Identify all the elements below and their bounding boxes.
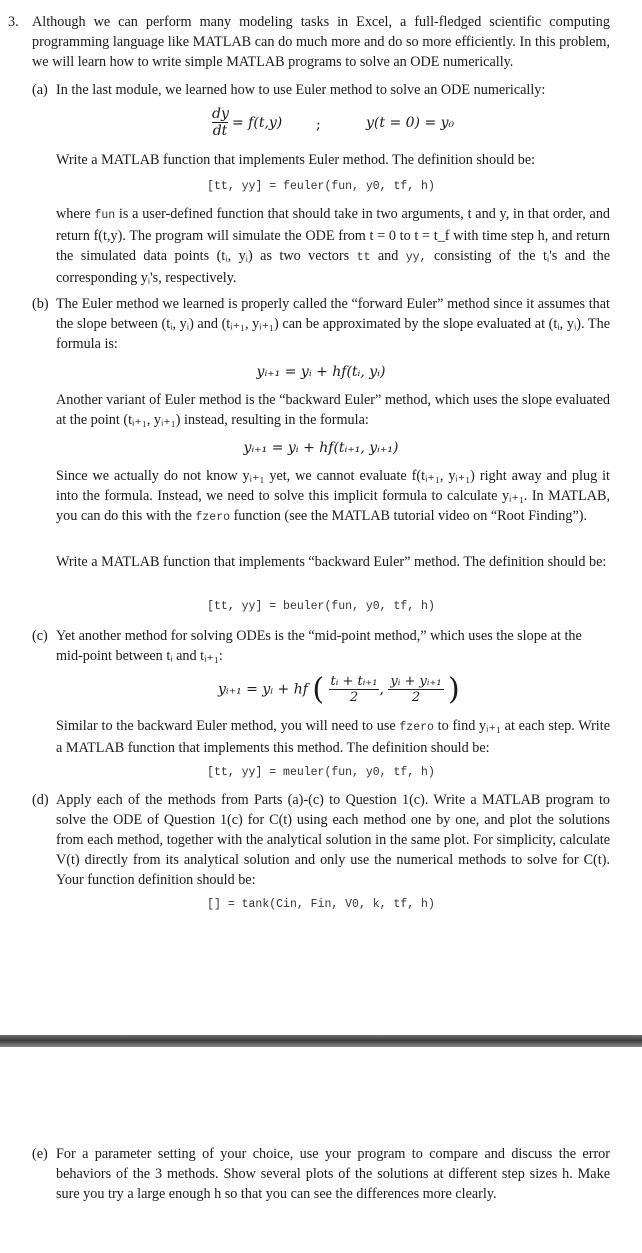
part-e-label: (e) [32, 1146, 48, 1162]
part-b-text4: Write a MATLAB function that implements “backward Euler” method. The definition should be: [56, 554, 607, 570]
desc-where: where [56, 206, 91, 222]
midpoint-frac-y [388, 674, 443, 705]
part-b-text3 [56, 466, 610, 528]
part-c-label: (c) [32, 628, 48, 644]
part-d-label: (d) [32, 792, 49, 808]
part-a-label: (a) [32, 82, 48, 98]
desc-yy-code: yy, [405, 251, 427, 264]
eq-dt: dt [212, 123, 228, 139]
part-b-text2: Another variant of Euler method is the “backward Euler” method, which uses the slope evaluated at the point (tᵢ₊₁, yᵢ₊₁) instead, resulting in the formula: [56, 392, 610, 428]
part-b-label: (b) [32, 296, 49, 312]
eq-initial-condition: y(t = 0) = y₀ [366, 115, 455, 131]
desc-body: is a user-defined function that should take in two arguments, t and y, in that order, and return f(t,y). The program will simulate the ODE from t = 0 to t = t_f with time step h, and return the simulated data points (tᵢ, yᵢ) as two vectors [56, 206, 611, 264]
midpoint-frac-t [329, 674, 380, 705]
midpoint-y-den: 2 [411, 690, 421, 705]
part-a-description [56, 204, 610, 288]
part-c-text2a: Similar to the backward Euler method, you will need to use [56, 718, 396, 734]
part-b-text3b: function (see the MATLAB tutorial video on “Root Finding”). [233, 508, 588, 524]
eq-sep: ; [316, 117, 321, 133]
part-b-formula-backward: yᵢ₊₁ = yᵢ + hf(tᵢ₊₁, yᵢ₊₁) [243, 440, 399, 456]
part-a-intro: In the last module, we learned how to use Euler method to solve an ODE numerically: [56, 82, 546, 98]
page-divider [0, 1035, 642, 1047]
part-b-code: [tt, yy] = beuler(fun, y0, tf, h) [207, 600, 435, 613]
part-c-text2b: to find yᵢ₊₁ at each step. Write a MATLAB function that implements this method. The definition should be: [56, 718, 610, 756]
part-c-formula-midpoint: yᵢ₊₁ = yᵢ + hf ( $\frac{\text{tᵢ + tᵢ₊₁}}{2}$ , $\frac{\text{yᵢ + yᵢ₊₁}}{2}$ ) [218, 672, 460, 707]
midpoint-t-num: tᵢ + tᵢ₊₁ [330, 674, 378, 689]
desc-and: and [377, 248, 399, 264]
midpoint-lhs: yᵢ₊₁ = yᵢ + hf [218, 681, 308, 698]
part-a-task: Write a MATLAB function that implements Euler method. The definition should be: [56, 152, 536, 168]
part-d-code: [] = tank(Cin, Fin, V0, k, tf, h) [207, 898, 435, 911]
eq-dy: dy [212, 106, 229, 122]
part-c-code: [tt, yy] = meuler(fun, y0, tf, h) [207, 766, 435, 779]
part-e-text: For a parameter setting of your choice, use your program to compare and discuss the error behaviors of the 3 methods. Show several plots of the solutions at different step sizes h. Make sure you try a large enough h so that you can see the differences more clearly. [56, 1146, 610, 1202]
part-b-text3a: Since we actually do not know yᵢ₊₁ yet, we cannot evaluate f(tᵢ₊₁, yᵢ₊₁) right away and plug it into the formula. Instead, we need to solve this implicit formula to calculate yᵢ₊₁. In MATLAB, you can do this with the [56, 468, 610, 524]
question-intro: Although we can perform many modeling tasks in Excel, a full-fledged scientific computing programming language like MATLAB can do much more and do so more efficiently. In this problem, we will learn how to write simple MATLAB programs to solve an ODE numerically. [32, 14, 610, 70]
desc-tail: consisting of the tᵢ's and the corresponding yᵢ's, respectively. [56, 248, 611, 286]
part-c-text1: Yet another method for solving ODEs is the “mid-point method,” which uses the slope at the mid-point between tᵢ and tᵢ₊₁: [56, 628, 582, 664]
midpoint-t-den: 2 [349, 690, 359, 705]
midpoint-y-num: yᵢ + yᵢ₊₁ [390, 674, 442, 689]
part-c-fzero-code: fzero [399, 721, 434, 734]
part-d-text: Apply each of the methods from Parts (a)-(c) to Question 1(c). Write a MATLAB program to solve the ODE of Question 1(c) for C(t) using each method one by one, and plot the solutions from each method, together with the analytical solution in the same plot. For simplicity, calculate V(t) directly from its analytical solution and only use the numerical methods to solve for C(t). Your function definition should be: [56, 792, 610, 888]
question-number: 3. [8, 14, 19, 30]
part-b-fzero-code: fzero [195, 511, 231, 524]
desc-tt-code: tt [356, 251, 371, 264]
eq-dy-dt [212, 106, 228, 139]
part-a-code: [tt, yy] = feuler(fun, y0, tf, h) [207, 180, 435, 193]
eq-rhs: = f(t,y) [232, 115, 283, 131]
part-b-text1: The Euler method we learned is properly called the “forward Euler” method since it assumes that the slope between (tᵢ, yᵢ) and (tᵢ₊₁, yᵢ₊₁) can be approximated by the slope evaluated at (tᵢ, yᵢ). The formula is: [56, 296, 610, 352]
part-c-text2 [56, 716, 610, 758]
desc-fun-code: fun [94, 209, 116, 222]
part-b-formula-forward: yᵢ₊₁ = yᵢ + hf(tᵢ, yᵢ) [256, 364, 386, 380]
